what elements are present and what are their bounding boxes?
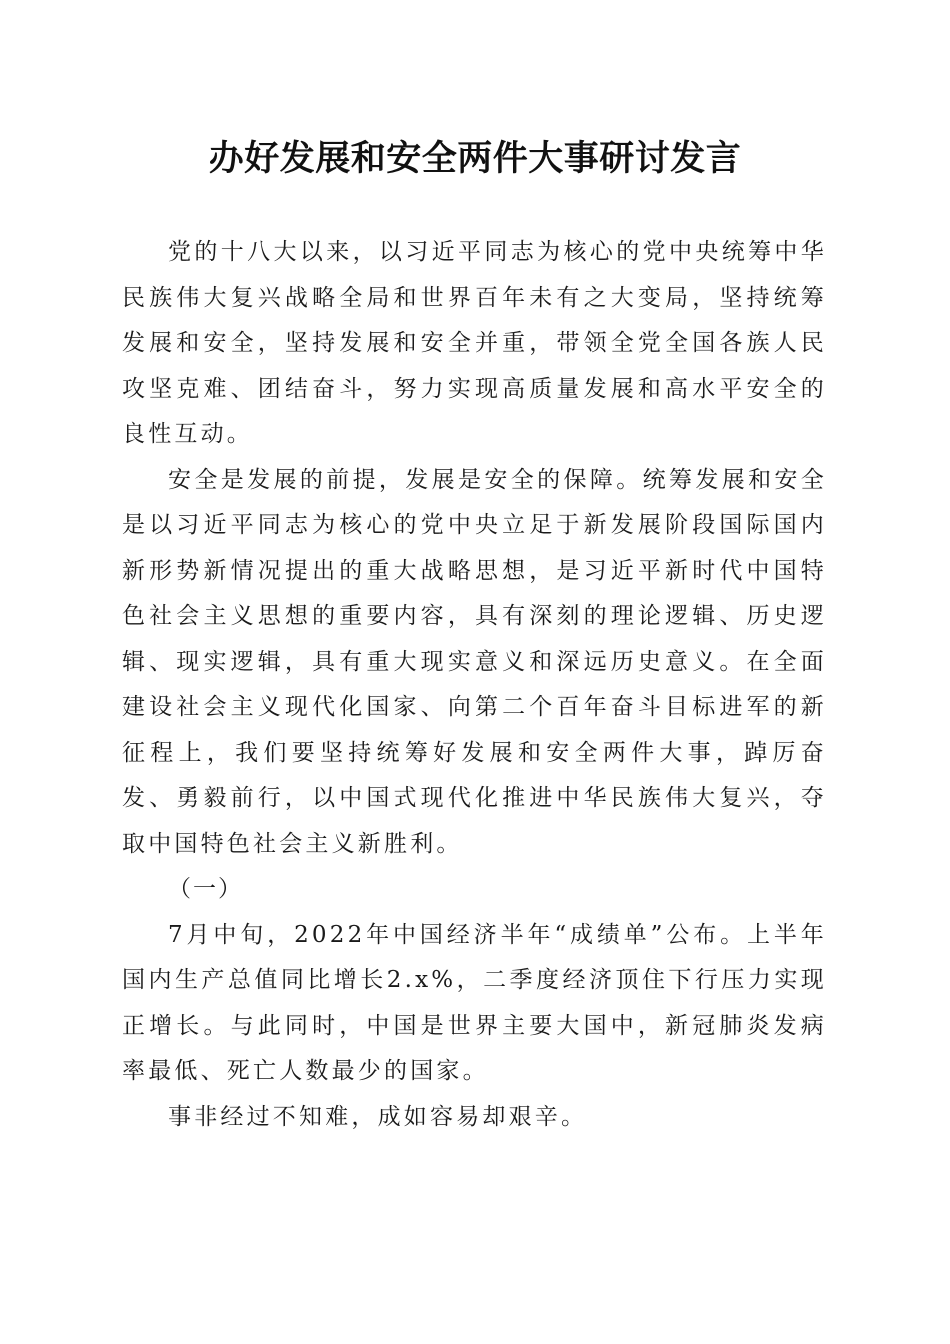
paragraph-economy: 7月中旬，2022年中国经济半年“成绩单”公布。上半年国内生产总值同比增长2.x%，二季度经济顶住下行压力实现正增长。与此同时，中国是世界主要大国中，新冠肺炎发病率最低、死亡人数最少的国家。 xyxy=(122,921,827,1084)
paragraph-security-development: 安全是发展的前提，发展是安全的保障。统筹发展和安全是以习近平同志为核心的党中央立足于新发展阶段国际国内新形势新情况提出的重大战略思想，是习近平新时代中国特色社会主义思想的重要内容，具有深刻的理论逻辑、历史逻辑、现实逻辑，具有重大现实意义和深远历史意义。在全面建设社会主义现代化国家、向第二个百年奋斗目标进军的新征程上，我们要坚持统筹好发展和安全两件大事，踔厉奋发、勇毅前行，以中国式现代化推进中华民族伟大复兴，夺取中国特色社会主义新胜利。 xyxy=(122,466,827,857)
document-body xyxy=(122,230,827,1140)
section-heading-one: （一） xyxy=(168,876,243,902)
paragraph-closing: 事非经过不知难，成如容易却艰辛。 xyxy=(168,1103,588,1130)
document-title: 办好发展和安全两件大事研讨发言 xyxy=(208,138,742,179)
paragraph-intro: 党的十八大以来，以习近平同志为核心的党中央统筹中华民族伟大复兴战略全局和世界百年未有之大变局，坚持统筹发展和安全，坚持发展和安全并重，带领全党全国各族人民攻坚克难、团结奋斗，努力实现高质量发展和高水平安全的良性互动。 xyxy=(122,239,827,447)
